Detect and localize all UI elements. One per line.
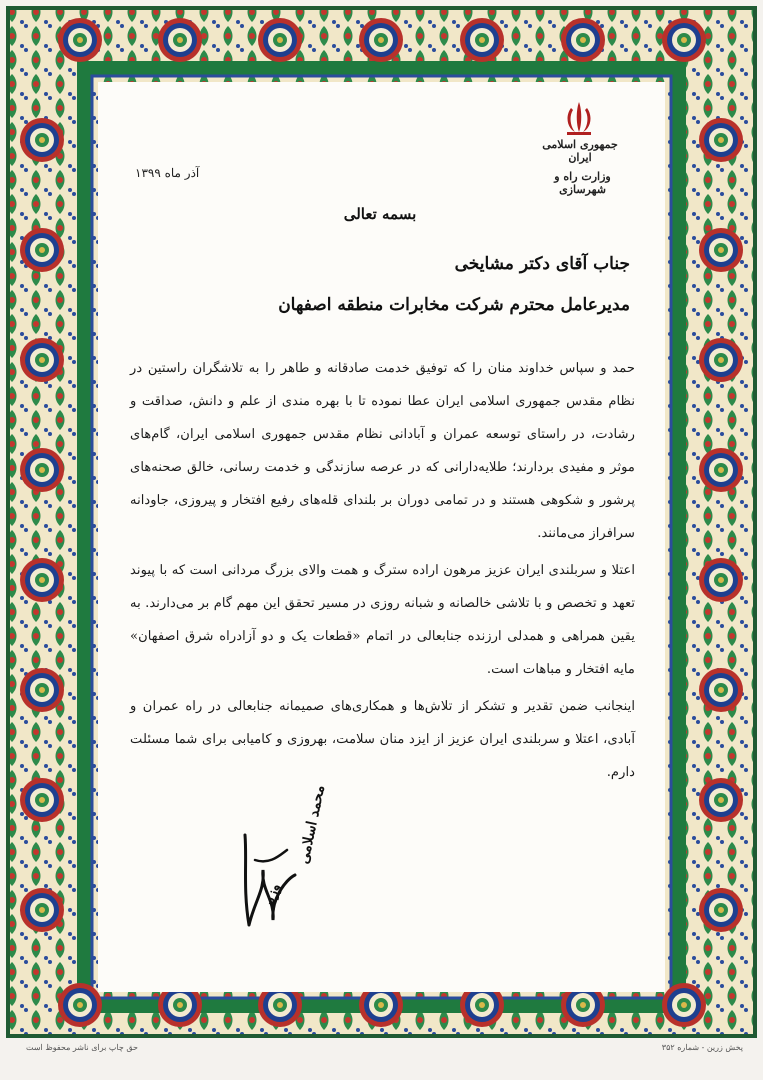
bismillah-heading: بسمه تعالی — [343, 205, 417, 223]
ministry-name: وزارت راه و شهرسازی — [554, 170, 611, 196]
signer-name: محمد اسلامی — [296, 783, 329, 866]
body-paragraph-2: اعتلا و سربلندی ایران عزیز مرهون اراده سترگ و همت والای بزرگ مردانی است که با پیوند تعهد و تخصص و با تلاشی خالصانه و شبانه روزی در مسیر تحقق این مهم گام بر می‌دارند. به یقین همراهی و همدلی ارزنده جنابعالی در اتمام «قطعات یک و دو آزادراه شرق اصفهان» مایه افتخار و مباهات است. — [130, 563, 635, 677]
letter-body — [130, 352, 635, 793]
footer-publisher: پخش زرین - شماره ۳۵۲ — [661, 1043, 743, 1052]
body-paragraph-1: حمد و سپاس خداوند منان را که توفیق خدمت صادقانه و طاهر را به تلاشگران راستین در نظام مقدس جمهوری اسلامی ایران عطا نموده تا با بهره مندی از علم و دانش، صداقت و رشادت، در راستای توسعه عمران و آبادانی نظام مقدس جمهوری اسلامی ایران، گام‌های موثر و مفیدی بردارند؛ طلایه‌دارانی که در عرصه سازندگی و خدمت رسانی، خالق صحنه‌های پرشور و شکوهی هستند و در تمامی دوران بر بلندای قله‌های رفیع افتخار و پیروزی، جاودانه سرافراز می‌مانند. — [130, 361, 635, 541]
letter-date: آذر ماه ۱۳۹۹ — [135, 166, 200, 180]
recipient-title: مدیرعامل محترم شرکت مخابرات منطقه اصفهان — [278, 295, 630, 315]
iran-emblem-icon — [555, 98, 603, 138]
signer-title: وزیر — [260, 881, 284, 911]
recipient-name: جناب آقای دکتر مشایخی — [454, 254, 630, 274]
footer-copyright: حق چاپ برای ناشر محفوظ است — [26, 1043, 138, 1052]
country-name: جمهوری اسلامی ایران — [542, 138, 618, 164]
body-paragraph-3: اینجانب ضمن تقدیر و تشکر از تلاش‌ها و همکاری‌های صمیمانه جنابعالی در راه عمران و آبادی، اعتلا و سربلندی ایران عزیز از ایزد منان سلامت، بهروزی و کامیابی برای شما مسئلت دارم. — [130, 699, 635, 780]
